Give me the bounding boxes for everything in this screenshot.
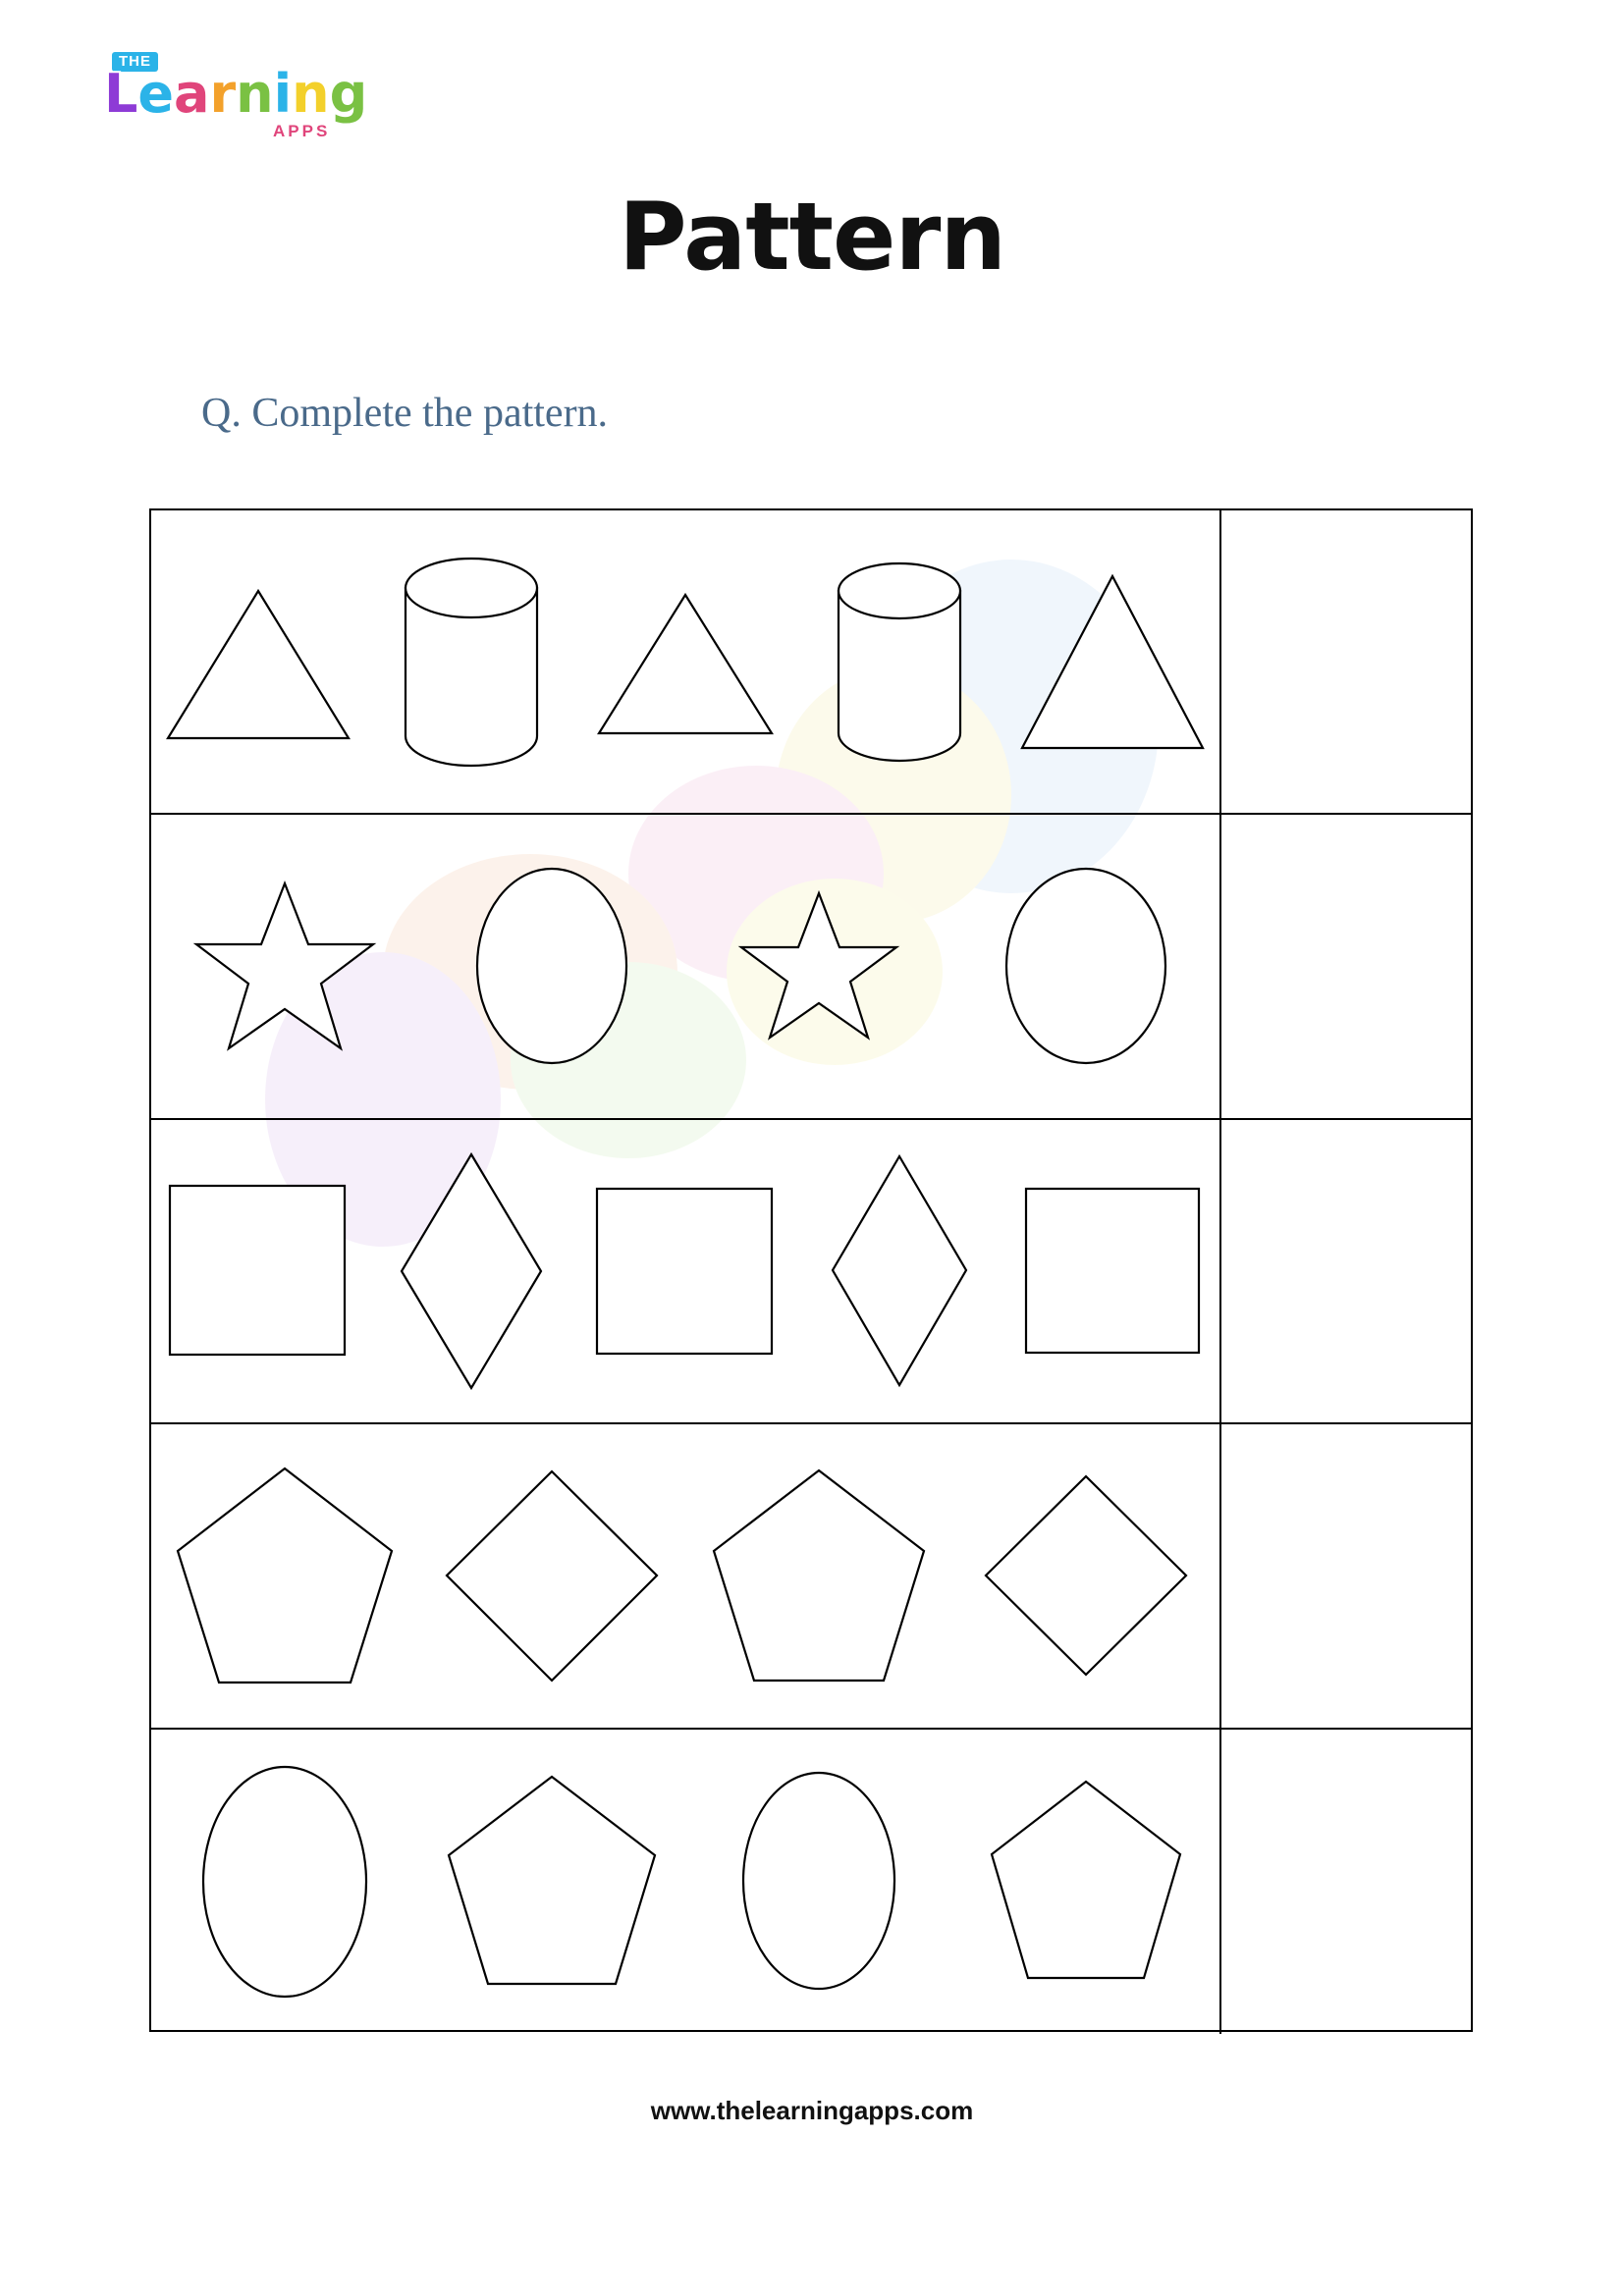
shape-cell xyxy=(1014,510,1211,813)
shape-cell xyxy=(1014,1120,1211,1422)
diamond-icon xyxy=(833,1156,966,1385)
shape-cell xyxy=(187,1424,383,1727)
shape-cell xyxy=(160,1120,356,1422)
shape-cell xyxy=(373,1120,569,1422)
square-icon xyxy=(597,1189,772,1354)
triangle-icon xyxy=(168,591,349,738)
square-icon xyxy=(1026,1189,1199,1353)
pattern-cells xyxy=(151,815,1221,1117)
shape-cell xyxy=(454,815,650,1117)
table-row xyxy=(151,1120,1471,1424)
answer-cell[interactable] xyxy=(1221,1424,1471,1727)
shape-cell xyxy=(721,1730,917,2034)
cylinder-top-icon xyxy=(839,563,960,618)
logo-learning-text: Learning xyxy=(104,63,368,125)
pattern-cells xyxy=(151,1424,1221,1727)
shape-cell xyxy=(187,815,383,1117)
star-icon xyxy=(196,883,373,1048)
question-prompt: Q. Complete the pattern. xyxy=(201,391,609,436)
shape-cell xyxy=(587,1120,784,1422)
diamond-icon xyxy=(402,1154,541,1388)
shape-cell xyxy=(988,1424,1184,1727)
answer-cell[interactable] xyxy=(1221,510,1471,813)
ellipse-icon xyxy=(203,1767,366,1997)
ellipse-icon xyxy=(477,869,626,1063)
table-row xyxy=(151,1730,1471,2034)
ellipse-icon xyxy=(743,1773,894,1989)
triangle-icon xyxy=(599,595,772,733)
shape-cell xyxy=(587,510,784,813)
shape-cell xyxy=(801,1120,998,1422)
pentagon-icon xyxy=(449,1777,655,1984)
pentagon-icon xyxy=(714,1470,924,1681)
answer-cell[interactable] xyxy=(1221,815,1471,1117)
pattern-cells xyxy=(151,1120,1221,1422)
shape-cell xyxy=(187,1730,383,2034)
logo xyxy=(98,44,393,157)
shape-cell xyxy=(454,1424,650,1727)
answer-cell[interactable] xyxy=(1221,1730,1471,2034)
shape-cell xyxy=(988,1730,1184,2034)
diamond-icon xyxy=(986,1476,1186,1675)
shape-cell xyxy=(801,510,998,813)
triangle-icon xyxy=(1022,576,1203,748)
logo-the-text: THE xyxy=(112,52,158,72)
shape-cell xyxy=(988,815,1184,1117)
table-row xyxy=(151,1424,1471,1729)
shape-cell xyxy=(454,1730,650,2034)
pentagon-icon xyxy=(992,1782,1180,1978)
pattern-worksheet-table xyxy=(149,508,1473,2032)
pentagon-icon xyxy=(178,1468,392,1682)
shape-cell xyxy=(721,1424,917,1727)
footer-url: www.thelearningapps.com xyxy=(650,2096,974,2125)
shape-cell xyxy=(721,815,917,1117)
diamond-icon xyxy=(447,1471,657,1681)
page-title: Pattern xyxy=(619,184,1005,292)
logo-apps-text: APPS xyxy=(273,122,331,140)
table-row xyxy=(151,815,1471,1119)
answer-cell[interactable] xyxy=(1221,1120,1471,1422)
pattern-cells xyxy=(151,1730,1221,2034)
cylinder-top-icon xyxy=(406,559,537,617)
square-icon xyxy=(170,1186,345,1355)
shape-cell xyxy=(160,510,356,813)
star-icon xyxy=(741,893,896,1038)
table-row xyxy=(151,510,1471,815)
pattern-cells xyxy=(151,510,1221,813)
ellipse-icon xyxy=(1006,869,1165,1063)
shape-cell xyxy=(373,510,569,813)
